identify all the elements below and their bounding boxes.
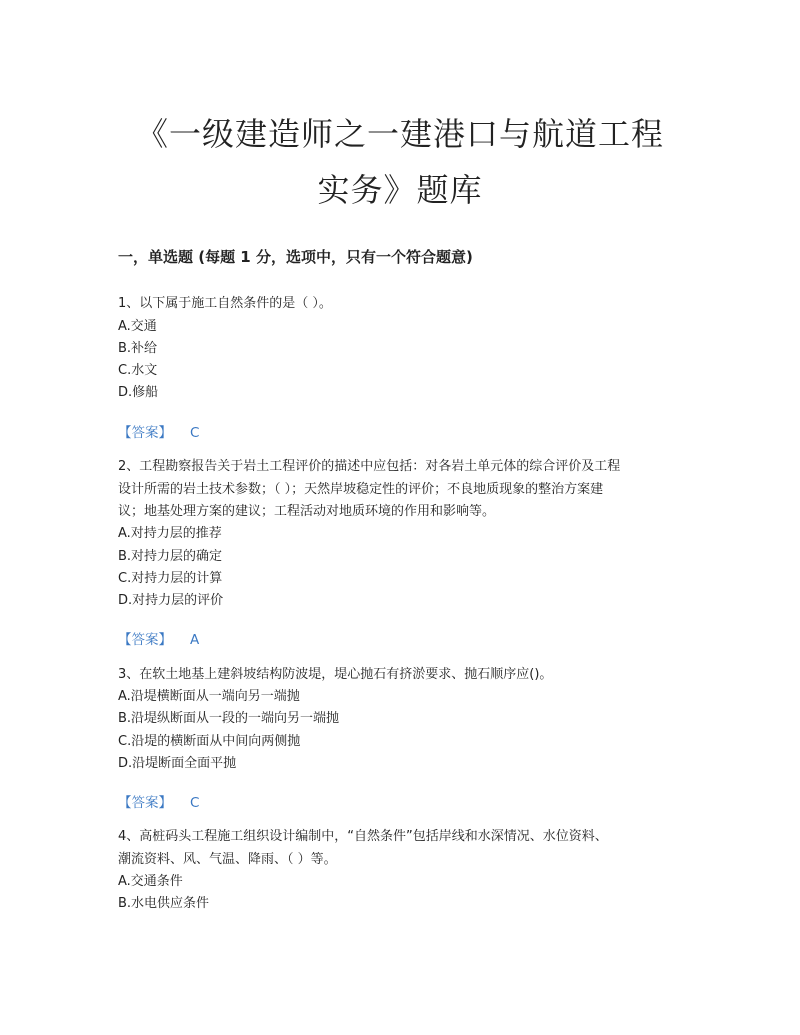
question-2-stem-line-1: 2、工程勘察报告关于岩土工程评价的描述中应包括：对各岩土单元体的综合评价及工程	[118, 459, 621, 474]
question-4-stem-line-2: 潮流资料、风、气温、降雨、（ ）等。	[118, 852, 337, 867]
question-3-option-a: A.沿堤横断面从一端向另一端抛	[118, 689, 300, 704]
question-1-option-b: B.补给	[118, 341, 158, 356]
answer-label: 【答案】	[118, 632, 172, 648]
question-4-option-a: A.交通条件	[118, 874, 183, 889]
question-2-stem-line-3: 议；地基处理方案的建议；工程活动对地质环境的作用和影响等。	[118, 504, 496, 519]
question-1-option-a: A.交通	[118, 319, 157, 334]
question-4-option-b: B.水电供应条件	[118, 896, 210, 911]
question-3-answer	[118, 791, 199, 811]
answer-value: C	[190, 425, 200, 441]
question-2-option-a: A.对持力层的推荐	[118, 526, 222, 541]
answer-value: C	[190, 795, 200, 811]
section-heading: 一，单选题 (每题 1 分，选项中，只有一个符合题意)	[118, 248, 473, 266]
question-1-stem: 1、以下属于施工自然条件的是（ ）。	[118, 296, 332, 311]
question-2-option-b: B.对持力层的确定	[118, 549, 223, 564]
question-3-stem: 3、在软土地基上建斜坡结构防波堤，堤心抛石有挤淤要求、抛石顺序应()。	[118, 667, 553, 682]
title-line-2: 实务》题库	[317, 171, 483, 209]
question-1-option-c: C.水文	[118, 363, 158, 378]
question-4-stem-line-1: 4、高桩码头工程施工组织设计编制中，“自然条件”包括岸线和水深情况、水位资料、	[118, 829, 608, 844]
answer-label: 【答案】	[118, 795, 172, 811]
question-3-option-b: B.沿堤纵断面从一段的一端向另一端抛	[118, 711, 340, 726]
document-title	[100, 106, 700, 218]
question-3-option-c: C.沿堤的横断面从中间向两侧抛	[118, 734, 301, 749]
question-2-option-c: C.对持力层的计算	[118, 571, 223, 586]
question-2-option-d: D.对持力层的评价	[118, 593, 224, 608]
answer-value: A	[190, 632, 200, 648]
question-1-option-d: D.修船	[118, 385, 159, 400]
title-line-1: 《一级建造师之一建港口与航道工程	[135, 115, 664, 153]
question-2-answer	[118, 628, 199, 648]
question-3-option-d: D.沿堤断面全面平抛	[118, 756, 237, 771]
answer-label: 【答案】	[118, 425, 172, 441]
question-1-answer	[118, 421, 199, 441]
question-2-stem-line-2: 设计所需的岩土技术参数；（ ）；天然岸坡稳定性的评价；不良地质现象的整治方案建	[118, 482, 604, 497]
